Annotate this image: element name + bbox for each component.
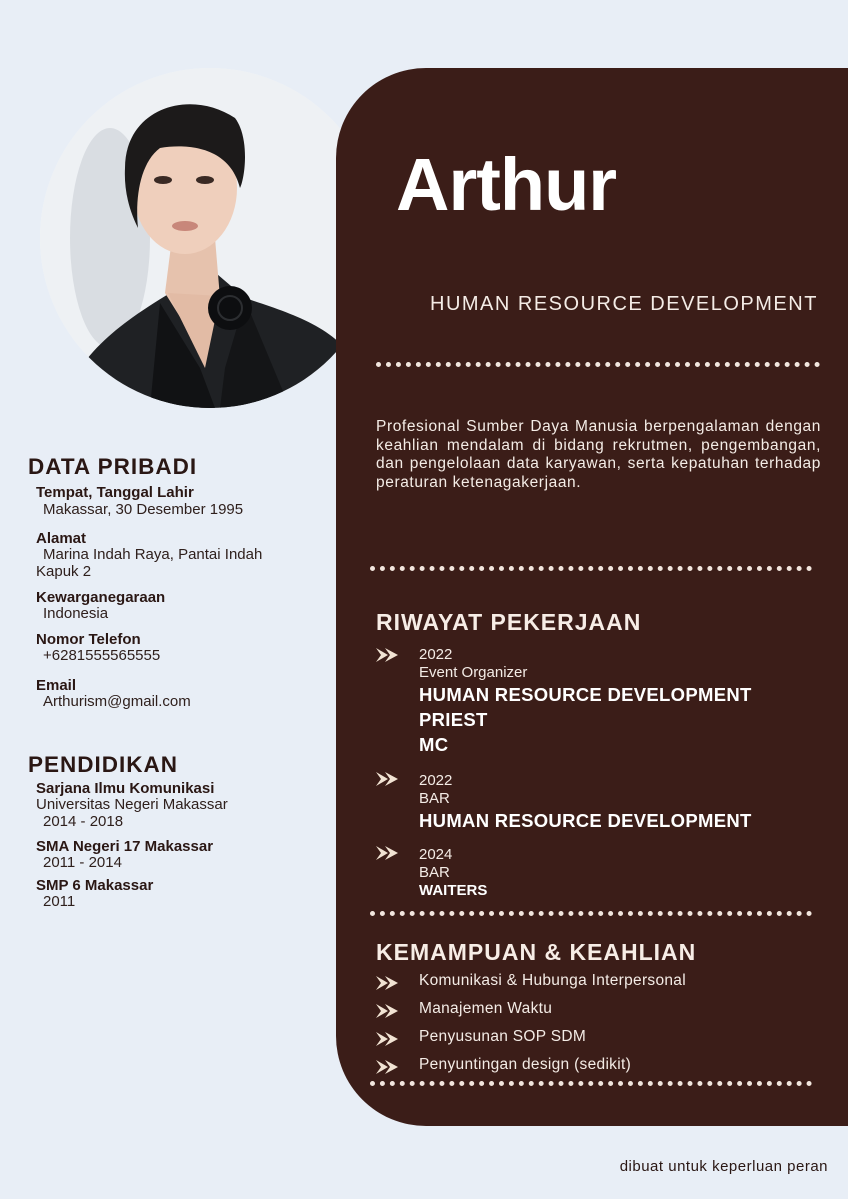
skill-item: Komunikasi & Hubunga Interpersonal [419, 972, 686, 989]
email-label: Email [36, 677, 77, 694]
summary-panel [336, 68, 848, 1126]
skill-item: Manajemen Waktu [419, 1000, 553, 1017]
education-years: 2011 [43, 893, 76, 910]
education-detail: Universitas Negeri Makassar [36, 796, 228, 813]
birth-value: Makassar, 30 Desember 1995 [43, 501, 244, 518]
divider [370, 1081, 812, 1086]
profile-summary: Profesional Sumber Daya Manusia berpengalaman dengan keahlian mendalam di bidang rekrutmen, pengembangan, dan pengelolaan data karyawan, serta kepatuhan terhadap peraturan ketenagakerjaan. [376, 418, 821, 491]
job-entry [419, 646, 752, 757]
nationality-value: Indonesia [43, 605, 109, 622]
nationality-label: Kewarganegaraan [36, 589, 166, 606]
divider [376, 362, 820, 367]
double-chevron-right-icon [376, 648, 400, 662]
double-chevron-right-icon [376, 1032, 400, 1046]
divider [370, 911, 812, 916]
personal-data-title: DATA PRIBADI [28, 454, 198, 479]
education-title: PENDIDIKAN [28, 752, 179, 777]
job-year: 2022 [419, 646, 453, 663]
double-chevron-right-icon [376, 772, 400, 786]
phone-label: Nomor Telefon [36, 631, 141, 648]
address-label: Alamat [36, 530, 87, 547]
job-entry [419, 846, 487, 900]
double-chevron-right-icon [376, 1060, 400, 1074]
phone-value: +6281555565555 [43, 647, 161, 664]
candidate-name: Arthur [396, 143, 617, 226]
job-year: 2022 [419, 772, 453, 789]
education-school: SMA Negeri 17 Makassar [36, 838, 214, 855]
work-history-title: RIWAYAT PEKERJAAN [376, 609, 642, 635]
job-place: BAR [419, 864, 450, 881]
skills-title: KEMAMPUAN & KEAHLIAN [376, 939, 697, 965]
address-value: Marina Indah Raya, Pantai Indah Kapuk 2 [36, 546, 263, 580]
skill-item: Penyuntingan design (sedikit) [419, 1056, 632, 1073]
double-chevron-right-icon [376, 846, 400, 860]
candidate-role: HUMAN RESOURCE DEVELOPMENT [430, 293, 818, 315]
education-school: SMP 6 Makassar [36, 877, 154, 894]
double-chevron-right-icon [376, 976, 400, 990]
job-place: Event Organizer [419, 664, 528, 681]
person-illustration [40, 68, 380, 408]
job-title: PRIEST [419, 709, 488, 730]
job-title: HUMAN RESOURCE DEVELOPMENT [419, 810, 752, 831]
job-year: 2024 [419, 846, 453, 863]
double-chevron-right-icon [376, 1004, 400, 1018]
skill-item: Penyusunan SOP SDM [419, 1028, 587, 1045]
job-place: BAR [419, 790, 450, 807]
profile-photo [40, 68, 380, 408]
education-years: 2011 - 2014 [43, 854, 122, 871]
divider [370, 566, 812, 571]
job-entry [419, 772, 752, 833]
education-school: Sarjana Ilmu Komunikasi [36, 780, 215, 797]
footer-note: dibuat untuk keperluan peran [619, 1158, 828, 1175]
birth-label: Tempat, Tanggal Lahir [36, 484, 194, 501]
job-title: HUMAN RESOURCE DEVELOPMENT [419, 684, 752, 705]
education-years: 2014 - 2018 [43, 813, 124, 830]
job-title: WAITERS [419, 882, 488, 899]
job-title: MC [419, 734, 449, 755]
email-value: Arthurism@gmail.com [43, 693, 191, 710]
